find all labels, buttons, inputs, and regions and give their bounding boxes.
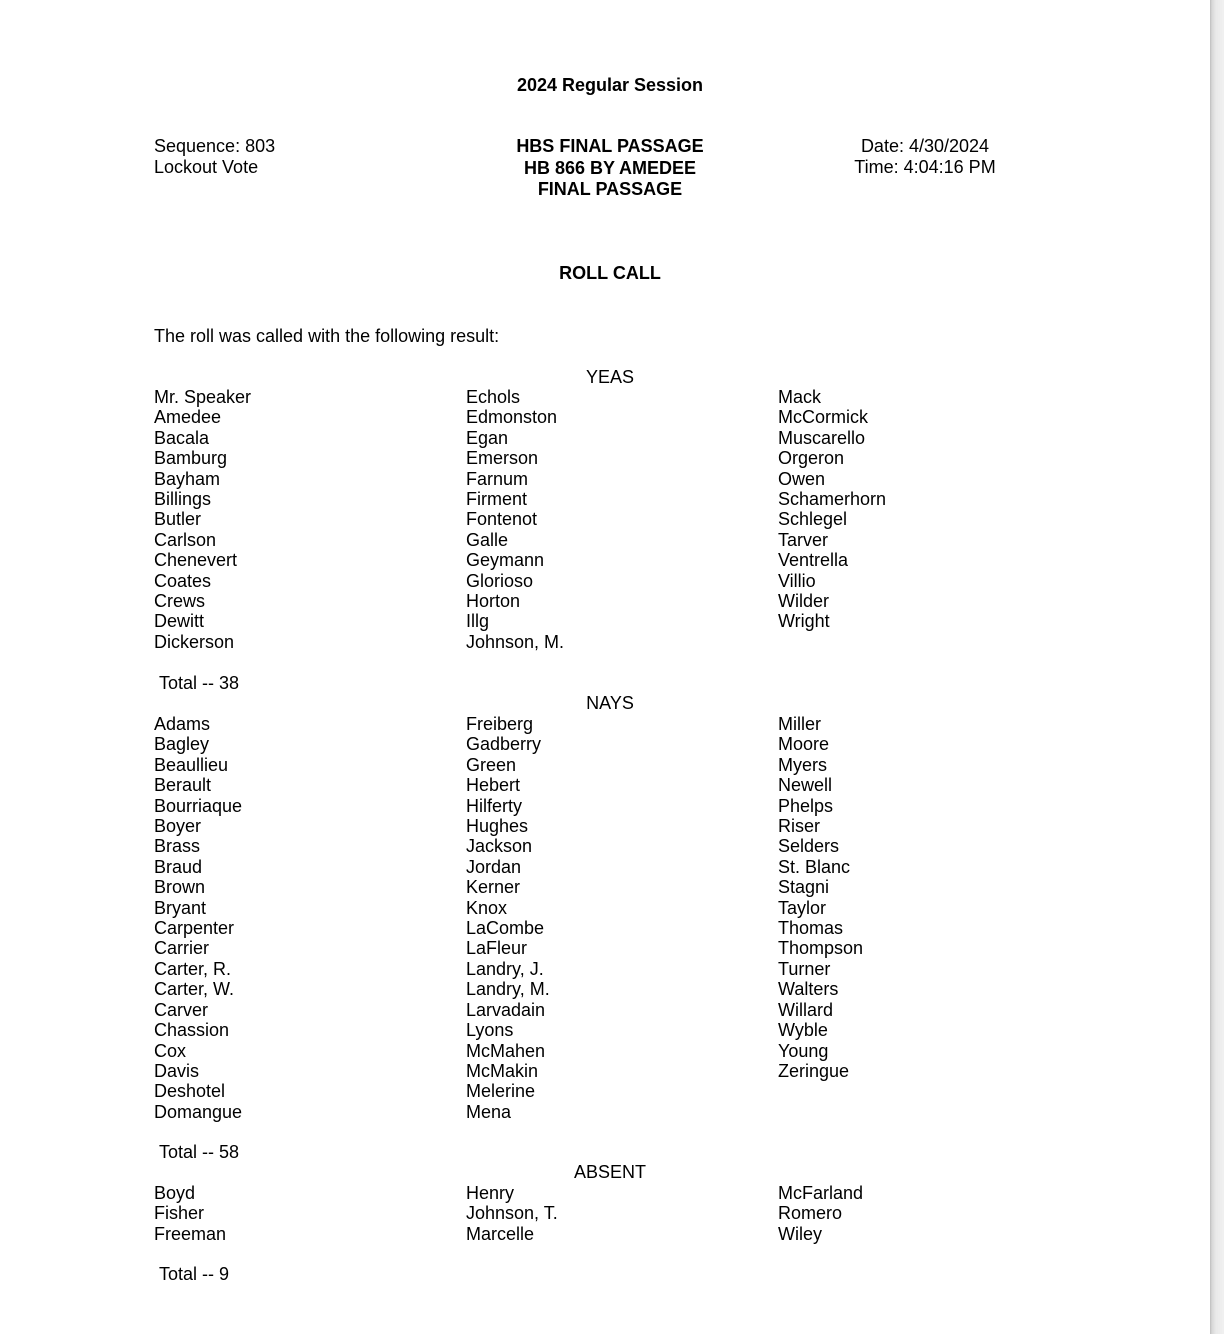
legislator-name: Carrier bbox=[154, 938, 210, 959]
legislator-name: Willard bbox=[778, 999, 834, 1020]
yeas-heading: YEAS bbox=[585, 367, 635, 387]
legislator-name: Turner bbox=[778, 958, 831, 979]
legislator-name: Wilder bbox=[778, 591, 830, 612]
legislator-name: Carpenter bbox=[154, 918, 235, 939]
legislator-name: Crews bbox=[154, 591, 206, 612]
legislator-name: Illg bbox=[466, 611, 490, 632]
legislator-name: Kerner bbox=[466, 877, 521, 898]
legislator-name: Brass bbox=[154, 836, 201, 857]
legislator-name: Johnson, T. bbox=[466, 1203, 558, 1224]
legislator-name: Mena bbox=[466, 1101, 512, 1122]
legislator-name: Fisher bbox=[154, 1203, 205, 1224]
legislator-name: Taylor bbox=[778, 897, 827, 918]
nays-total: Total -- 58 bbox=[159, 1142, 240, 1162]
legislator-name: Egan bbox=[466, 427, 509, 448]
bill-title-line: HB 866 BY AMEDEE bbox=[523, 157, 697, 178]
legislator-name: Echols bbox=[466, 387, 521, 407]
legislator-name: Johnson, M. bbox=[466, 631, 565, 652]
legislator-name: Bayham bbox=[154, 468, 221, 489]
legislator-name: Bacala bbox=[154, 427, 210, 448]
roll-call-heading: ROLL CALL bbox=[559, 263, 661, 283]
bill-title-line: FINAL PASSAGE bbox=[537, 179, 683, 199]
legislator-name: Galle bbox=[466, 529, 509, 550]
legislator-name: Marcelle bbox=[466, 1223, 535, 1244]
legislator-name: Landry, J. bbox=[466, 958, 544, 979]
legislator-name: Zeringue bbox=[778, 1060, 850, 1081]
legislator-name: Billings bbox=[154, 489, 212, 510]
legislator-name: Hilferty bbox=[466, 795, 523, 816]
legislator-name: McCormick bbox=[778, 407, 868, 428]
legislator-name: McMakin bbox=[466, 1060, 539, 1081]
legislator-name: Jordan bbox=[466, 856, 522, 877]
legislator-name: Farnum bbox=[466, 468, 529, 489]
legislator-name: Glorioso bbox=[466, 570, 534, 591]
legislator-name: Wiley bbox=[778, 1223, 822, 1244]
legislator-name: Muscarello bbox=[778, 427, 866, 448]
bill-title bbox=[460, 136, 760, 201]
legislator-name: Jackson bbox=[466, 836, 533, 857]
legislator-name: Freiberg bbox=[466, 714, 534, 734]
legislator-name: Carver bbox=[154, 999, 209, 1020]
legislator-name: Schlegel bbox=[778, 509, 848, 530]
legislator-name: McFarland bbox=[778, 1183, 864, 1203]
legislator-name: Chassion bbox=[154, 1020, 230, 1041]
legislator-name: Melerine bbox=[466, 1081, 536, 1102]
legislator-name: Carlson bbox=[154, 529, 217, 550]
legislator-name: Moore bbox=[778, 734, 830, 755]
legislator-name: Carter, R. bbox=[154, 958, 232, 979]
legislator-name: Dewitt bbox=[154, 611, 205, 632]
legislator-name: Thomas bbox=[778, 918, 844, 939]
yeas-column-1 bbox=[154, 387, 251, 652]
absent-column-3 bbox=[778, 1183, 863, 1244]
legislator-name: Knox bbox=[466, 897, 508, 918]
legislator-name: LaFleur bbox=[466, 938, 528, 959]
legislator-name: Young bbox=[778, 1040, 829, 1061]
vote-info bbox=[154, 136, 275, 178]
legislator-name: Hebert bbox=[466, 775, 521, 796]
legislator-name: Geymann bbox=[466, 550, 545, 571]
legislator-name: Owen bbox=[778, 468, 826, 489]
legislator-name: Deshotel bbox=[154, 1081, 226, 1102]
legislator-name: Mack bbox=[778, 387, 822, 407]
legislator-name: Wright bbox=[778, 611, 830, 632]
yeas-column-2 bbox=[466, 387, 564, 652]
vote-type: Lockout Vote bbox=[154, 157, 259, 177]
legislator-name: Bagley bbox=[154, 734, 210, 755]
legislator-name: Thompson bbox=[778, 938, 864, 959]
absent-column-1 bbox=[154, 1183, 226, 1244]
nays-column-3 bbox=[778, 714, 863, 1081]
legislator-name: Bryant bbox=[154, 897, 207, 918]
nays-heading: NAYS bbox=[586, 693, 634, 713]
vote-datetime bbox=[820, 136, 1030, 178]
legislator-name: Riser bbox=[778, 816, 821, 837]
legislator-name: Davis bbox=[154, 1060, 200, 1081]
legislator-name: Green bbox=[466, 754, 517, 775]
legislator-name: Mr. Speaker bbox=[154, 387, 252, 407]
legislator-name: Bamburg bbox=[154, 448, 228, 469]
legislator-name: Emerson bbox=[466, 448, 539, 469]
legislator-name: Selders bbox=[778, 836, 840, 857]
legislator-name: Adams bbox=[154, 714, 211, 734]
legislator-name: Larvadain bbox=[466, 999, 546, 1020]
absent-total: Total -- 9 bbox=[159, 1264, 230, 1284]
legislator-name: Tarver bbox=[778, 529, 829, 550]
legislator-name: Dickerson bbox=[154, 631, 235, 652]
legislator-name: Walters bbox=[778, 979, 839, 1000]
legislator-name: Phelps bbox=[778, 795, 834, 816]
yeas-total: Total -- 38 bbox=[159, 673, 240, 693]
page-edge-shadow bbox=[1210, 0, 1224, 1334]
legislator-name: Villio bbox=[778, 570, 816, 591]
sequence-number: Sequence: 803 bbox=[154, 136, 276, 156]
session-title: 2024 Regular Session bbox=[516, 75, 704, 95]
legislator-name: Amedee bbox=[154, 407, 222, 428]
legislator-name: Freeman bbox=[154, 1223, 227, 1244]
legislator-name: Gadberry bbox=[466, 734, 542, 755]
vote-date: Date: 4/30/2024 bbox=[860, 136, 990, 156]
legislator-name: Miller bbox=[778, 714, 821, 734]
legislator-name: Horton bbox=[466, 591, 521, 612]
bill-title-line: HBS FINAL PASSAGE bbox=[516, 136, 704, 156]
yeas-column-3 bbox=[778, 387, 886, 632]
legislator-name: Hughes bbox=[466, 816, 529, 837]
legislator-name: Ventrella bbox=[778, 550, 849, 571]
legislator-name: McMahen bbox=[466, 1040, 546, 1061]
legislator-name: Beaullieu bbox=[154, 754, 229, 775]
legislator-name: Stagni bbox=[778, 877, 830, 898]
legislator-name: Brown bbox=[154, 877, 206, 898]
legislator-name: Edmonston bbox=[466, 407, 558, 428]
legislator-name: Wyble bbox=[778, 1020, 828, 1041]
absent-heading: ABSENT bbox=[573, 1162, 647, 1182]
legislator-name: Boyd bbox=[154, 1183, 196, 1203]
legislator-name: Myers bbox=[778, 754, 827, 775]
legislator-name: Domangue bbox=[154, 1101, 243, 1122]
legislator-name: LaCombe bbox=[466, 918, 545, 939]
legislator-name: Henry bbox=[466, 1183, 515, 1203]
legislator-name: Boyer bbox=[154, 816, 202, 837]
legislator-name: Cox bbox=[154, 1040, 187, 1061]
legislator-name: Coates bbox=[154, 570, 212, 591]
legislator-name: Chenevert bbox=[154, 550, 238, 571]
legislator-name: Fontenot bbox=[466, 509, 538, 530]
nays-column-2 bbox=[466, 714, 550, 1122]
roll-intro-text: The roll was called with the following result: bbox=[154, 326, 500, 346]
vote-time: Time: 4:04:16 PM bbox=[854, 157, 996, 177]
legislator-name: Braud bbox=[154, 856, 203, 877]
legislator-name: Landry, M. bbox=[466, 979, 550, 1000]
legislator-name: Romero bbox=[778, 1203, 843, 1224]
nays-column-1 bbox=[154, 714, 242, 1122]
legislator-name: Butler bbox=[154, 509, 202, 530]
legislator-name: Schamerhorn bbox=[778, 489, 887, 510]
legislator-name: Lyons bbox=[466, 1020, 514, 1041]
legislator-name: Firment bbox=[466, 489, 528, 510]
legislator-name: Carter, W. bbox=[154, 979, 235, 1000]
legislator-name: Berault bbox=[154, 775, 212, 796]
legislator-name: St. Blanc bbox=[778, 856, 851, 877]
legislator-name: Newell bbox=[778, 775, 833, 796]
absent-column-2 bbox=[466, 1183, 558, 1244]
legislator-name: Bourriaque bbox=[154, 795, 243, 816]
legislator-name: Orgeron bbox=[778, 448, 845, 469]
